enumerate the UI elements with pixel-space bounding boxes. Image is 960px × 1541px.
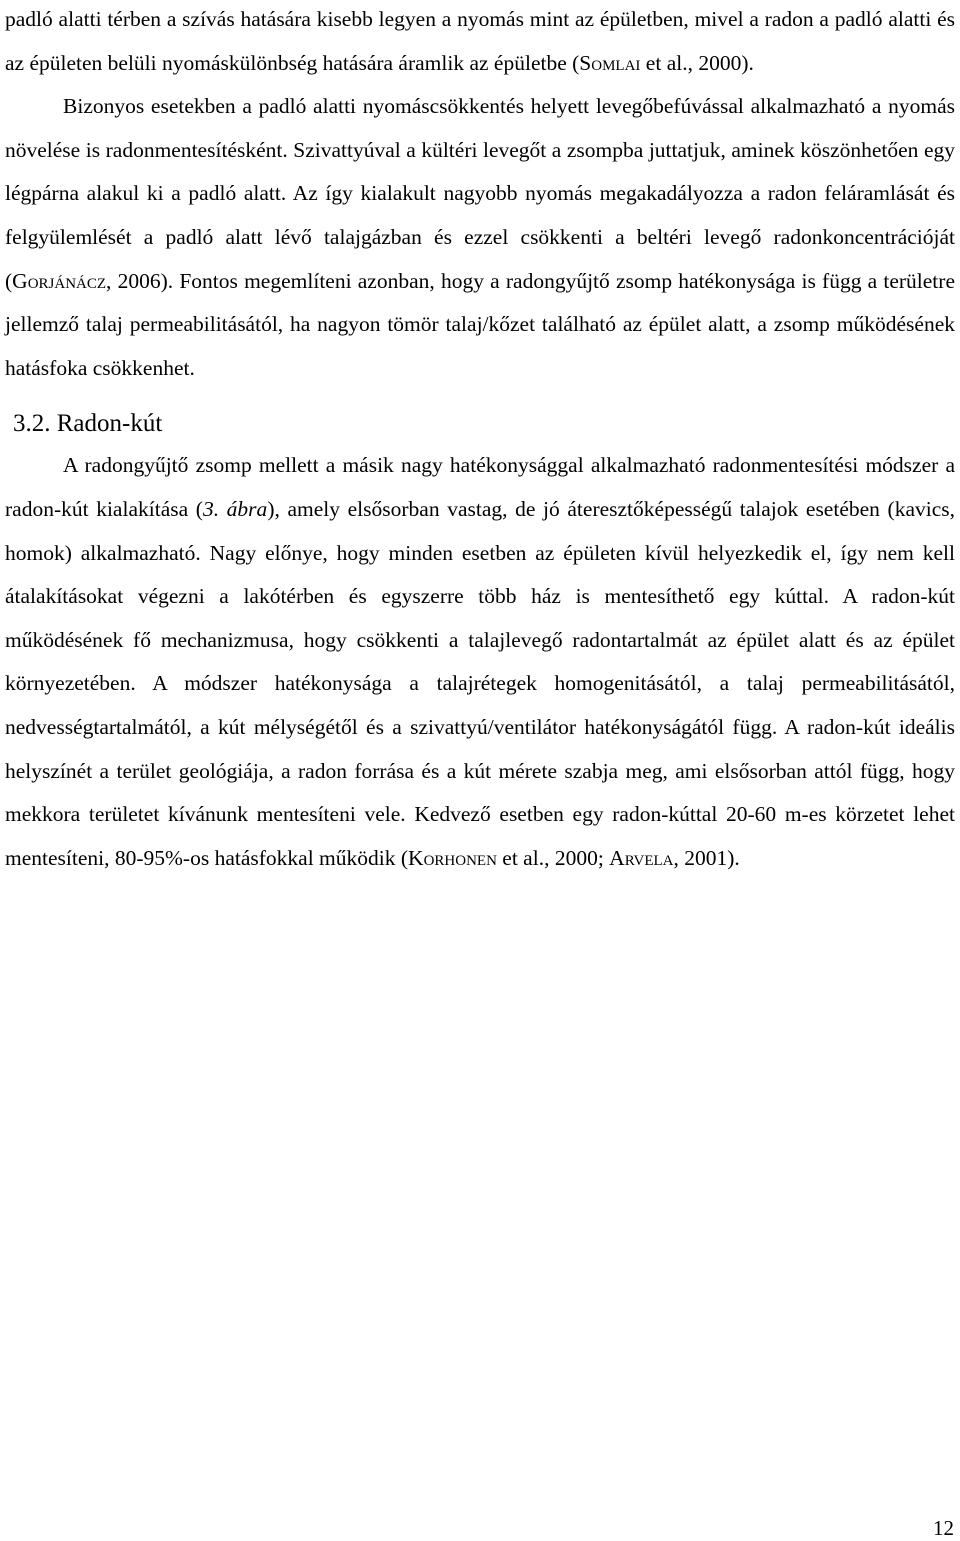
text-segment: ), amely elsősorban vastag, de jó áteresztőképességű talajok esetében (kavics, homok) alkalmazható. Nagy előnye, hogy minden esetben az épületen kívül helyezkedik el, így nem kell átalakításokat végezni a lakótérben és egyszerre több ház is mentesíthető egy kúttal. A radon-kút működésének fő mechanizmusa, hogy csökkenti a talajlevegő radontartalmát az épület alatt és az épület környezetében. A módszer hatékonysága a talajrétegek homogenitásától, a talaj permeabilitásától, nedvességtartalmától, a kút mélységétől és a szivattyú/ventilátor hatékonyságától függ. A radon-kút ideális helyszínét a terület geológiája, a radon forrása és a kút mérete szabja meg, ami elsősorban attól függ, hogy mekkora területet kívánunk mentesíteni vele. Kedvező esetben egy radon-kúttal 20-60 m-es körzetet lehet mentesíteni, 80-95%-os hatásfokkal működik ( (5, 496, 955, 870)
text-segment: , 2006). Fontos megemlíteni azonban, hogy a radongyűjtő zsomp hatékonysága is függ a területre jellemző talaj permeabilitásától, ha nagyon tömör talaj/kőzet található az épület alatt, a zsomp működésének hatásfoka csökkenhet. (5, 268, 955, 380)
document-page (5, 0, 955, 880)
citation-author-gorjanacz: Gorjánácz (12, 268, 107, 293)
figure-reference: 3. ábra (202, 496, 268, 521)
paragraph-radon-pressure (5, 0, 955, 85)
citation-author-arvela: Arvela (609, 845, 674, 870)
paragraph-air-injection (5, 85, 955, 390)
citation-author-somlai: Somlai (579, 50, 641, 75)
text-segment: padló alatti térben a szívás hatására kisebb legyen a nyomás mint az épületben, mivel a radon a padló alatti és az épületen belüli nyomáskülönbség hatására áramlik az épületbe ( (5, 7, 955, 75)
text-segment: A radongyűjtő zsomp mellett a másik nagy hatékonysággal alkalmazható radonmentesítési módszer a radon-kút kialakítása ( (5, 453, 955, 521)
text-segment: et al., 2000). (640, 50, 754, 75)
section-heading: 3.2. Radon-kút (13, 410, 163, 438)
page-number: 12 (933, 1516, 954, 1540)
text-segment: et al., 2000; (496, 845, 610, 870)
text-segment: , 2001). (673, 845, 740, 870)
paragraph-radon-well (5, 444, 955, 880)
citation-author-korhonen: Korhonen (408, 845, 497, 870)
text-segment: Bizonyos esetekben a padló alatti nyomáscsökkentés helyett levegőbefúvással alkalmazható a nyomás növelése is radonmentesítésként. Szivattyúval a kültéri levegőt a zsompba juttatjuk, aminek köszönhetően egy légpárna alakul ki a padló alatt. Az így kialakult nagyobb nyomás megakadályozza a radon feláramlását és felgyülemlését a padló alatt lévő talajgázban és ezzel csökkenti a beltéri levegő radonkoncentrációját ( (5, 94, 955, 293)
